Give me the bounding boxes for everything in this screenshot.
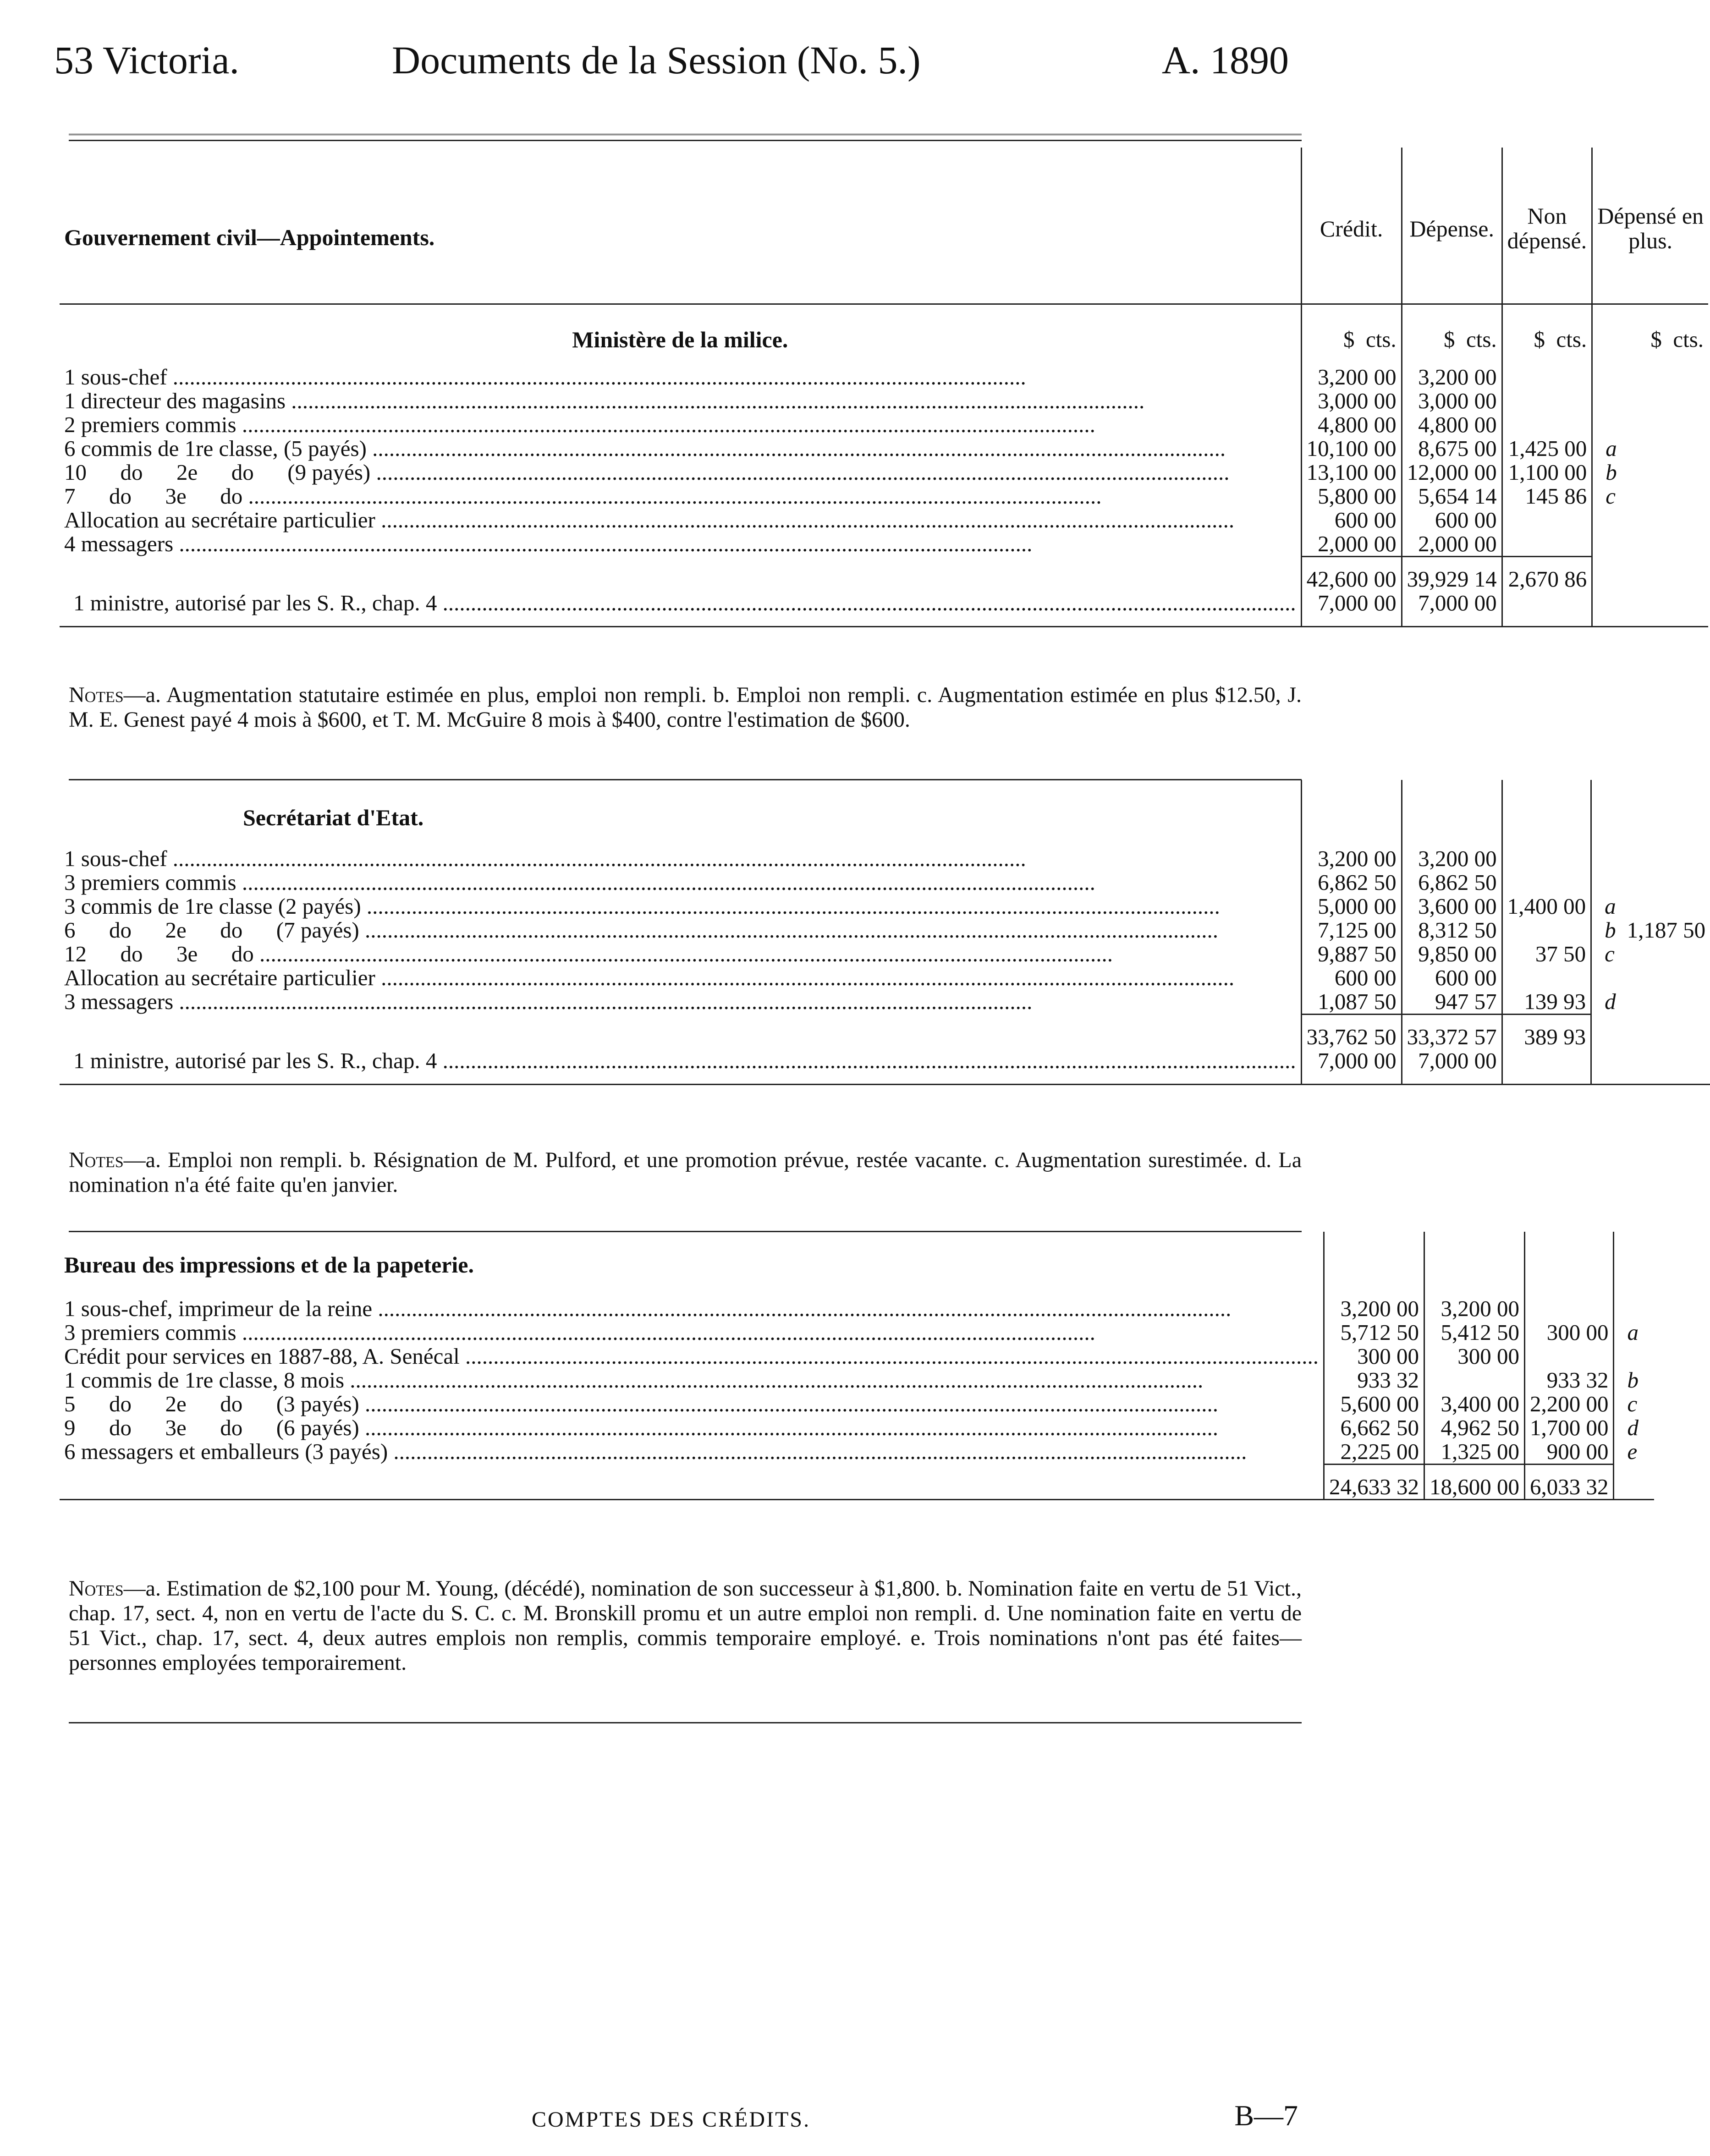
column-credit: Crédit.: [1301, 148, 1402, 304]
table-row: [60, 1440, 1654, 1465]
table-row: [60, 508, 1708, 532]
non-depense-value: [1524, 1293, 1614, 1321]
table-bottom-rule: [60, 627, 1708, 628]
notes-prefix: Notes: [69, 1576, 124, 1601]
notes-text: —a. Emploi non rempli. b. Résignation de M. Pulford, et une promotion prévue, restée vacante. c. Augmentation surestimée. d. La nomination n'a été faite qu'en janvier.: [69, 1148, 1302, 1197]
non-depense-value: 37 50: [1502, 942, 1591, 966]
credit-value: 5,600 00: [1324, 1392, 1424, 1416]
notes-prefix: Notes: [69, 683, 124, 707]
depense-value: 3,200 00: [1402, 365, 1502, 389]
minister-label-text: 1 ministre, autorisé par les S. R., chap. 4: [73, 590, 437, 615]
table-body: [60, 1232, 1654, 1500]
row-label: [60, 1392, 1324, 1416]
note-flag: [1614, 1321, 1654, 1344]
table-row: [60, 894, 1710, 918]
non-depense-value: [1502, 843, 1591, 871]
row-label-text: Allocation au secrétaire particulier: [64, 507, 375, 532]
header-left: 53 Victoria.: [54, 38, 240, 82]
column-depense: Dépense.: [1402, 148, 1502, 304]
depense-value: 8,312 50: [1402, 918, 1502, 942]
non-depense-value: [1524, 1344, 1614, 1368]
note-letter: c: [1606, 483, 1616, 509]
row-label-text: 3 premiers commis: [64, 870, 236, 895]
row-label-text: Allocation au secrétaire particulier: [64, 965, 375, 990]
table-row: [60, 990, 1710, 1015]
non-depense-value: 1,425 00: [1502, 437, 1592, 461]
row-label-text: Crédit pour services en 1887-88, A. Senécal: [64, 1344, 460, 1369]
non-depense-value: [1502, 532, 1592, 557]
total-plus: [1591, 1015, 1710, 1049]
table-row: [60, 1392, 1654, 1416]
row-label: [60, 365, 1301, 389]
non-depense-value: [1502, 508, 1592, 532]
header-right: A. 1890: [1161, 38, 1289, 82]
credit-value: 2,225 00: [1324, 1440, 1424, 1465]
credit-value: 5,000 00: [1301, 894, 1402, 918]
table-row: [60, 1293, 1654, 1321]
row-label-text: 6 messagers et emballeurs (3 payés): [64, 1439, 388, 1464]
note-letter: d: [1605, 989, 1616, 1014]
row-label: [60, 484, 1301, 508]
unit-credit: $ cts.: [1301, 304, 1402, 366]
notes-section2: [69, 1148, 1302, 1197]
section-title: Secrétariat d'Etat.: [243, 805, 424, 830]
row-label: [60, 894, 1301, 918]
column-non-depense: Non dépensé.: [1502, 148, 1592, 304]
row-label-text: 3 commis de 1re classe (2 payés): [64, 894, 361, 919]
note-flag: [1614, 1344, 1654, 1368]
table-row: [60, 532, 1708, 557]
unit-non: $ cts.: [1502, 304, 1592, 366]
table-secretariat: [60, 780, 1710, 1085]
row-label: [60, 389, 1301, 413]
total-credit: 24,633 32: [1324, 1465, 1424, 1500]
unit-depense: $ cts.: [1402, 304, 1502, 366]
note-flag: [1592, 389, 1708, 413]
credit-value: 300 00: [1324, 1344, 1424, 1368]
table-row: [60, 365, 1708, 389]
note-flag: [1592, 413, 1708, 437]
credit-value: 9,887 50: [1301, 942, 1402, 966]
table-bottom-rule: [60, 1085, 1710, 1086]
note-letter: b: [1627, 1367, 1639, 1393]
table-row: [60, 966, 1710, 990]
row-label-text: 9 do 3e do (6 payés): [64, 1415, 359, 1440]
row-label: [60, 843, 1301, 871]
row-label: [60, 532, 1301, 557]
total-row: [60, 557, 1708, 592]
row-label-text: 6 commis de 1re classe, (5 payés): [64, 436, 367, 461]
credit-value: 5,712 50: [1324, 1321, 1424, 1344]
note-letter: c: [1605, 941, 1615, 966]
note-flag: [1614, 1293, 1654, 1321]
table-row: [60, 871, 1710, 894]
minister-row: [60, 591, 1708, 627]
total-non-depense: 389 93: [1502, 1015, 1591, 1049]
non-depense-value: 145 86: [1502, 484, 1592, 508]
table-title: Gouvernement civil—Appointements.: [64, 225, 435, 250]
note-flag: [1591, 843, 1710, 871]
depense-value: 3,600 00: [1402, 894, 1502, 918]
non-depense-value: 1,400 00: [1502, 894, 1591, 918]
minister-plus: [1592, 591, 1708, 627]
column-depense-plus: Dépensé en plus.: [1592, 148, 1708, 304]
plus-value: 1,187 50: [1627, 917, 1706, 943]
header-rule: [69, 134, 1302, 141]
note-letter: b: [1605, 917, 1616, 943]
depense-value: 1,325 00: [1424, 1440, 1524, 1465]
total-depense: 39,929 14: [1402, 557, 1502, 592]
credit-value: 600 00: [1301, 508, 1402, 532]
non-depense-value: [1502, 389, 1592, 413]
non-depense-value: [1502, 413, 1592, 437]
row-label-text: 1 sous-chef, imprimeur de la reine: [64, 1296, 373, 1321]
non-depense-value: 139 93: [1502, 990, 1591, 1015]
row-label: [60, 1368, 1324, 1392]
row-label-text: 6 do 2e do (7 payés): [64, 917, 359, 943]
total-depense: 18,600 00: [1424, 1465, 1524, 1500]
table-row: [60, 461, 1708, 484]
note-flag: [1592, 484, 1708, 508]
table-row: [60, 918, 1710, 942]
note-flag: [1591, 966, 1710, 990]
minister-depense: 7,000 00: [1402, 591, 1502, 627]
notes-text: —a. Augmentation statutaire estimée en plus, emploi non rempli. b. Emploi non rempli. c. Augmentation estimée en plus $12.50, J. M. E. Genest payé 4 mois à $600, et T. M. McGuire 8 mois à $400, contre l'estimation de $600.: [69, 683, 1302, 732]
note-letter: a: [1605, 894, 1616, 919]
total-row: [60, 1015, 1710, 1049]
minister-depense: 7,000 00: [1402, 1049, 1502, 1085]
depense-value: 9,850 00: [1402, 942, 1502, 966]
non-depense-value: 933 32: [1524, 1368, 1614, 1392]
total-non-depense: 2,670 86: [1502, 557, 1592, 592]
table-bottom-rule: [60, 1500, 1654, 1501]
minister-credit: 7,000 00: [1301, 591, 1402, 627]
notes-section1: [69, 683, 1302, 732]
row-label-text: 3 premiers commis: [64, 1320, 236, 1345]
minister-plus: [1591, 1049, 1710, 1085]
total-credit: 33,762 50: [1301, 1015, 1402, 1049]
depense-value: 8,675 00: [1402, 437, 1502, 461]
table-row: [60, 1321, 1654, 1344]
section-title: Ministère de la milice.: [60, 304, 1301, 366]
note-flag: [1592, 532, 1708, 557]
credit-value: 2,000 00: [1301, 532, 1402, 557]
credit-value: 4,800 00: [1301, 413, 1402, 437]
credit-value: 933 32: [1324, 1368, 1424, 1392]
total-non-depense: 6,033 32: [1524, 1465, 1614, 1500]
depense-value: 3,000 00: [1402, 389, 1502, 413]
depense-value: 300 00: [1424, 1344, 1524, 1368]
row-label: [60, 871, 1301, 894]
row-label: [60, 966, 1301, 990]
section-title-row: [60, 304, 1708, 366]
column-header-row: [60, 148, 1708, 304]
table-row: [60, 942, 1710, 966]
minister-row: [60, 1049, 1710, 1085]
unit-plus: $ cts.: [1592, 304, 1708, 366]
credit-value: 600 00: [1301, 966, 1402, 990]
total-row: [60, 1465, 1654, 1500]
bottom-rule: [69, 1722, 1302, 1723]
note-letter: a: [1627, 1320, 1639, 1345]
row-label: [60, 1416, 1324, 1440]
section-title-row: [60, 780, 1710, 843]
depense-value: 600 00: [1402, 508, 1502, 532]
row-label: [60, 413, 1301, 437]
row-label-text: 5 do 2e do (3 payés): [64, 1391, 359, 1416]
minister-label: [60, 1049, 1301, 1085]
total-depense: 33,372 57: [1402, 1015, 1502, 1049]
table-body: [60, 780, 1710, 1085]
depense-value: 4,800 00: [1402, 413, 1502, 437]
table-row: [60, 843, 1710, 871]
note-flag: [1614, 1416, 1654, 1440]
non-depense-value: [1502, 918, 1591, 942]
depense-value: 4,962 50: [1424, 1416, 1524, 1440]
table-body: [60, 148, 1708, 627]
minister-non: [1502, 591, 1592, 627]
row-label: [60, 1293, 1324, 1321]
depense-value: 3,400 00: [1424, 1392, 1524, 1416]
credit-value: 13,100 00: [1301, 461, 1402, 484]
minister-label: [60, 591, 1301, 627]
table-row: [60, 484, 1708, 508]
header-center: Documents de la Session (No. 5.): [392, 38, 921, 82]
row-label-text: 1 directeur des magasins: [64, 388, 286, 413]
non-depense-value: [1502, 966, 1591, 990]
minister-credit: 7,000 00: [1301, 1049, 1402, 1085]
non-depense-value: 2,200 00: [1524, 1392, 1614, 1416]
row-label-text: 12 do 3e do: [64, 941, 254, 966]
non-depense-value: [1502, 365, 1592, 389]
row-label: [60, 508, 1301, 532]
row-label: [60, 1321, 1324, 1344]
credit-value: 3,200 00: [1324, 1293, 1424, 1321]
row-label: [60, 918, 1301, 942]
note-flag: [1591, 871, 1710, 894]
credit-value: 5,800 00: [1301, 484, 1402, 508]
depense-value: 6,862 50: [1402, 871, 1502, 894]
depense-value: 600 00: [1402, 966, 1502, 990]
credit-value: 7,125 00: [1301, 918, 1402, 942]
non-depense-value: 1,100 00: [1502, 461, 1592, 484]
note-flag: [1591, 894, 1710, 918]
total-plus: [1614, 1465, 1654, 1500]
credit-value: 3,200 00: [1301, 843, 1402, 871]
row-label-text: 7 do 3e do: [64, 483, 243, 509]
credit-value: 6,862 50: [1301, 871, 1402, 894]
table-row: [60, 1416, 1654, 1440]
minister-non: [1502, 1049, 1591, 1085]
note-flag: [1592, 437, 1708, 461]
note-letter: e: [1627, 1439, 1638, 1464]
page-number: B—7: [1234, 2099, 1298, 2132]
row-label-text: 1 commis de 1re classe, 8 mois: [64, 1367, 345, 1393]
row-label-text: 4 messagers: [64, 531, 174, 556]
depense-value: 2,000 00: [1402, 532, 1502, 557]
table-row: [60, 389, 1708, 413]
section-title: Bureau des impressions et de la papeterie.: [64, 1252, 474, 1278]
note-flag: [1592, 461, 1708, 484]
total-label: [60, 1465, 1324, 1500]
row-label-text: 3 messagers: [64, 989, 174, 1014]
note-letter: b: [1606, 460, 1617, 485]
row-label-text: 2 premiers commis: [64, 412, 236, 437]
table-row: [60, 437, 1708, 461]
depense-value: [1424, 1368, 1524, 1392]
non-depense-value: 900 00: [1524, 1440, 1614, 1465]
note-letter: c: [1627, 1391, 1638, 1416]
non-depense-value: 1,700 00: [1524, 1416, 1614, 1440]
note-letter: a: [1606, 436, 1617, 461]
credit-value: 3,000 00: [1301, 389, 1402, 413]
note-flag: [1592, 508, 1708, 532]
depense-value: 12,000 00: [1402, 461, 1502, 484]
row-label: [60, 437, 1301, 461]
note-letter: d: [1627, 1415, 1639, 1440]
depense-value: 947 57: [1402, 990, 1502, 1015]
credit-value: 10,100 00: [1301, 437, 1402, 461]
depense-value: 3,200 00: [1424, 1293, 1524, 1321]
table-row: [60, 1368, 1654, 1392]
depense-value: 3,200 00: [1402, 843, 1502, 871]
total-label: [60, 557, 1301, 592]
row-label: [60, 461, 1301, 484]
note-flag: [1592, 365, 1708, 389]
table-ministere-milice: [60, 148, 1708, 627]
note-flag: [1614, 1368, 1654, 1392]
note-flag: [1614, 1392, 1654, 1416]
section-title-row: [60, 1232, 1654, 1293]
row-label: [60, 1344, 1324, 1368]
row-label: [60, 942, 1301, 966]
table-row: [60, 413, 1708, 437]
row-label-text: 1 sous-chef: [64, 364, 167, 390]
credit-value: 1,087 50: [1301, 990, 1402, 1015]
note-flag: [1591, 942, 1710, 966]
non-depense-value: 300 00: [1524, 1321, 1614, 1344]
notes-section3: [69, 1576, 1302, 1675]
table-impressions: [60, 1232, 1654, 1500]
notes-text: —a. Estimation de $2,100 pour M. Young, (décédé), nomination de son successeur à $1,800. b. Nomination faite en vertu de 51 Vict., chap. 17, sect. 4, non en vertu de l'acte du S. C. c. M. Bronskill promu et un autre emploi non rempli. d. Une nomination faite en vertu de 51 Vict., chap. 17, sect. 4, deux autres emplois non remplis, commis temporaire employé. e. Trois nominations n'ont pas été faites—personnes employées temporairement.: [69, 1576, 1302, 1675]
note-flag: [1591, 990, 1710, 1015]
minister-label-text: 1 ministre, autorisé par les S. R., chap. 4: [73, 1048, 437, 1073]
table-row: [60, 1344, 1654, 1368]
depense-value: 5,412 50: [1424, 1321, 1524, 1344]
credit-value: 3,200 00: [1301, 365, 1402, 389]
footer-title: COMPTES DES CRÉDITS.: [532, 2107, 811, 2132]
depense-value: 5,654 14: [1402, 484, 1502, 508]
note-flag: [1614, 1440, 1654, 1465]
row-label-text: 1 sous-chef: [64, 846, 167, 871]
total-plus: [1592, 557, 1708, 592]
credit-value: 6,662 50: [1324, 1416, 1424, 1440]
notes-prefix: Notes: [69, 1148, 124, 1172]
row-label: [60, 1440, 1324, 1465]
row-label-text: 10 do 2e do (9 payés): [64, 460, 371, 485]
total-credit: 42,600 00: [1301, 557, 1402, 592]
non-depense-value: [1502, 871, 1591, 894]
total-label: [60, 1015, 1301, 1049]
row-label: [60, 990, 1301, 1015]
note-flag: [1591, 918, 1710, 942]
